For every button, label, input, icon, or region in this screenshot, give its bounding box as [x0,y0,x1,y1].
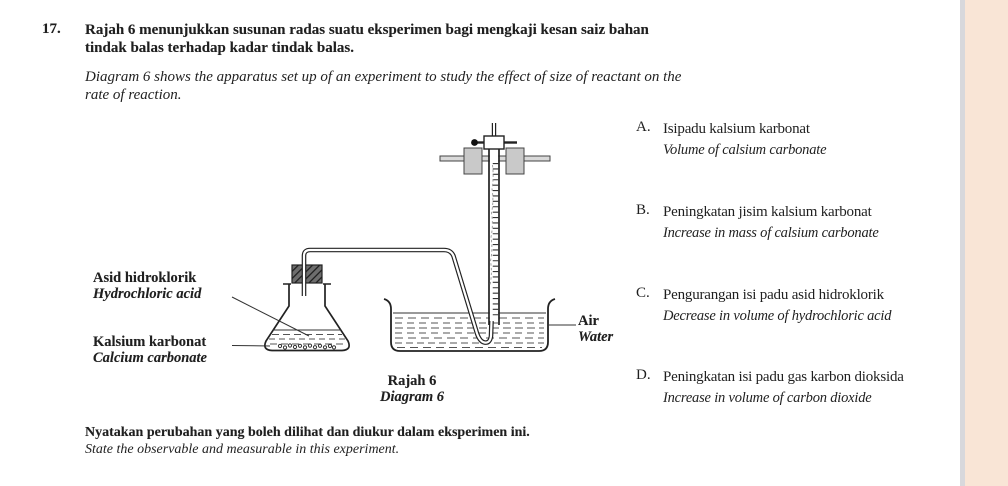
question-text-english: Diagram 6 shows the apparatus set up of an experiment to study the effect of size of reactant on the rate of reaction. [85,69,682,103]
carbonate-label-english: Calcium carbonate [93,350,207,366]
option-a-letter: A. [636,119,651,135]
option-a-malay: Isipadu kalsium karbonat [663,121,810,137]
option-a [663,119,983,161]
stopper [292,265,322,283]
option-d-malay: Peningkatan isi padu gas karbon dioksida [663,369,904,385]
delivery-tube [304,250,492,343]
acid-leader-line [232,297,309,336]
diagram-caption [312,373,512,405]
option-d-english: Increase in volume of carbon dioxide [663,390,872,406]
carbonate-label [93,334,207,366]
option-a-english: Volume of calsium carbonate [663,142,827,158]
water-label-english: Water [578,329,614,345]
burette [489,148,499,325]
conical-flask [265,284,349,351]
carbonate-label-malay: Kalsium karbonat [93,334,207,350]
instruction-malay: Nyatakan perubahan yang boleh dilihat dan diukur dalam eksperimen ini. [85,425,530,440]
option-c [663,285,983,327]
option-c-letter: C. [636,285,650,301]
water-label-malay: Air [578,313,599,329]
instruction-text [85,424,530,458]
option-b [663,202,983,244]
caption-malay: Rajah 6 [387,373,437,389]
option-d [663,367,983,409]
option-b-english: Increase in mass of calsium carbonate [663,225,879,241]
option-b-malay: Peningkatan jisim kalsium karbonat [663,204,872,220]
carbonate-leader-line [232,346,270,347]
question-text-malay: Rajah 6 menunjukkan susunan radas suatu eksperimen bagi mengkaji kesan saiz bahan tindak balas terhadap kadar tindak balas. [85,22,649,56]
question-text [85,21,685,104]
option-c-english: Decrease in volume of hydrochloric acid [663,308,892,324]
acid-label [93,270,201,302]
apparatus-diagram [80,115,630,415]
instruction-english: State the observable and measurable in this experiment. [85,442,400,457]
trough-water [393,313,546,348]
option-c-malay: Pengurangan isi padu asid hidroklorik [663,287,884,303]
acid-liquid [269,330,345,344]
acid-label-malay: Asid hidroklorik [93,270,197,286]
option-d-letter: D. [636,367,651,383]
option-b-letter: B. [636,202,650,218]
caption-english: Diagram 6 [379,389,445,405]
question-number: 17. [42,21,61,37]
stopcock [471,123,517,149]
carbonate-solid [278,344,335,349]
acid-label-english: Hydrochloric acid [93,286,202,302]
page-edge-strip [965,0,1008,486]
water-label [578,313,613,345]
